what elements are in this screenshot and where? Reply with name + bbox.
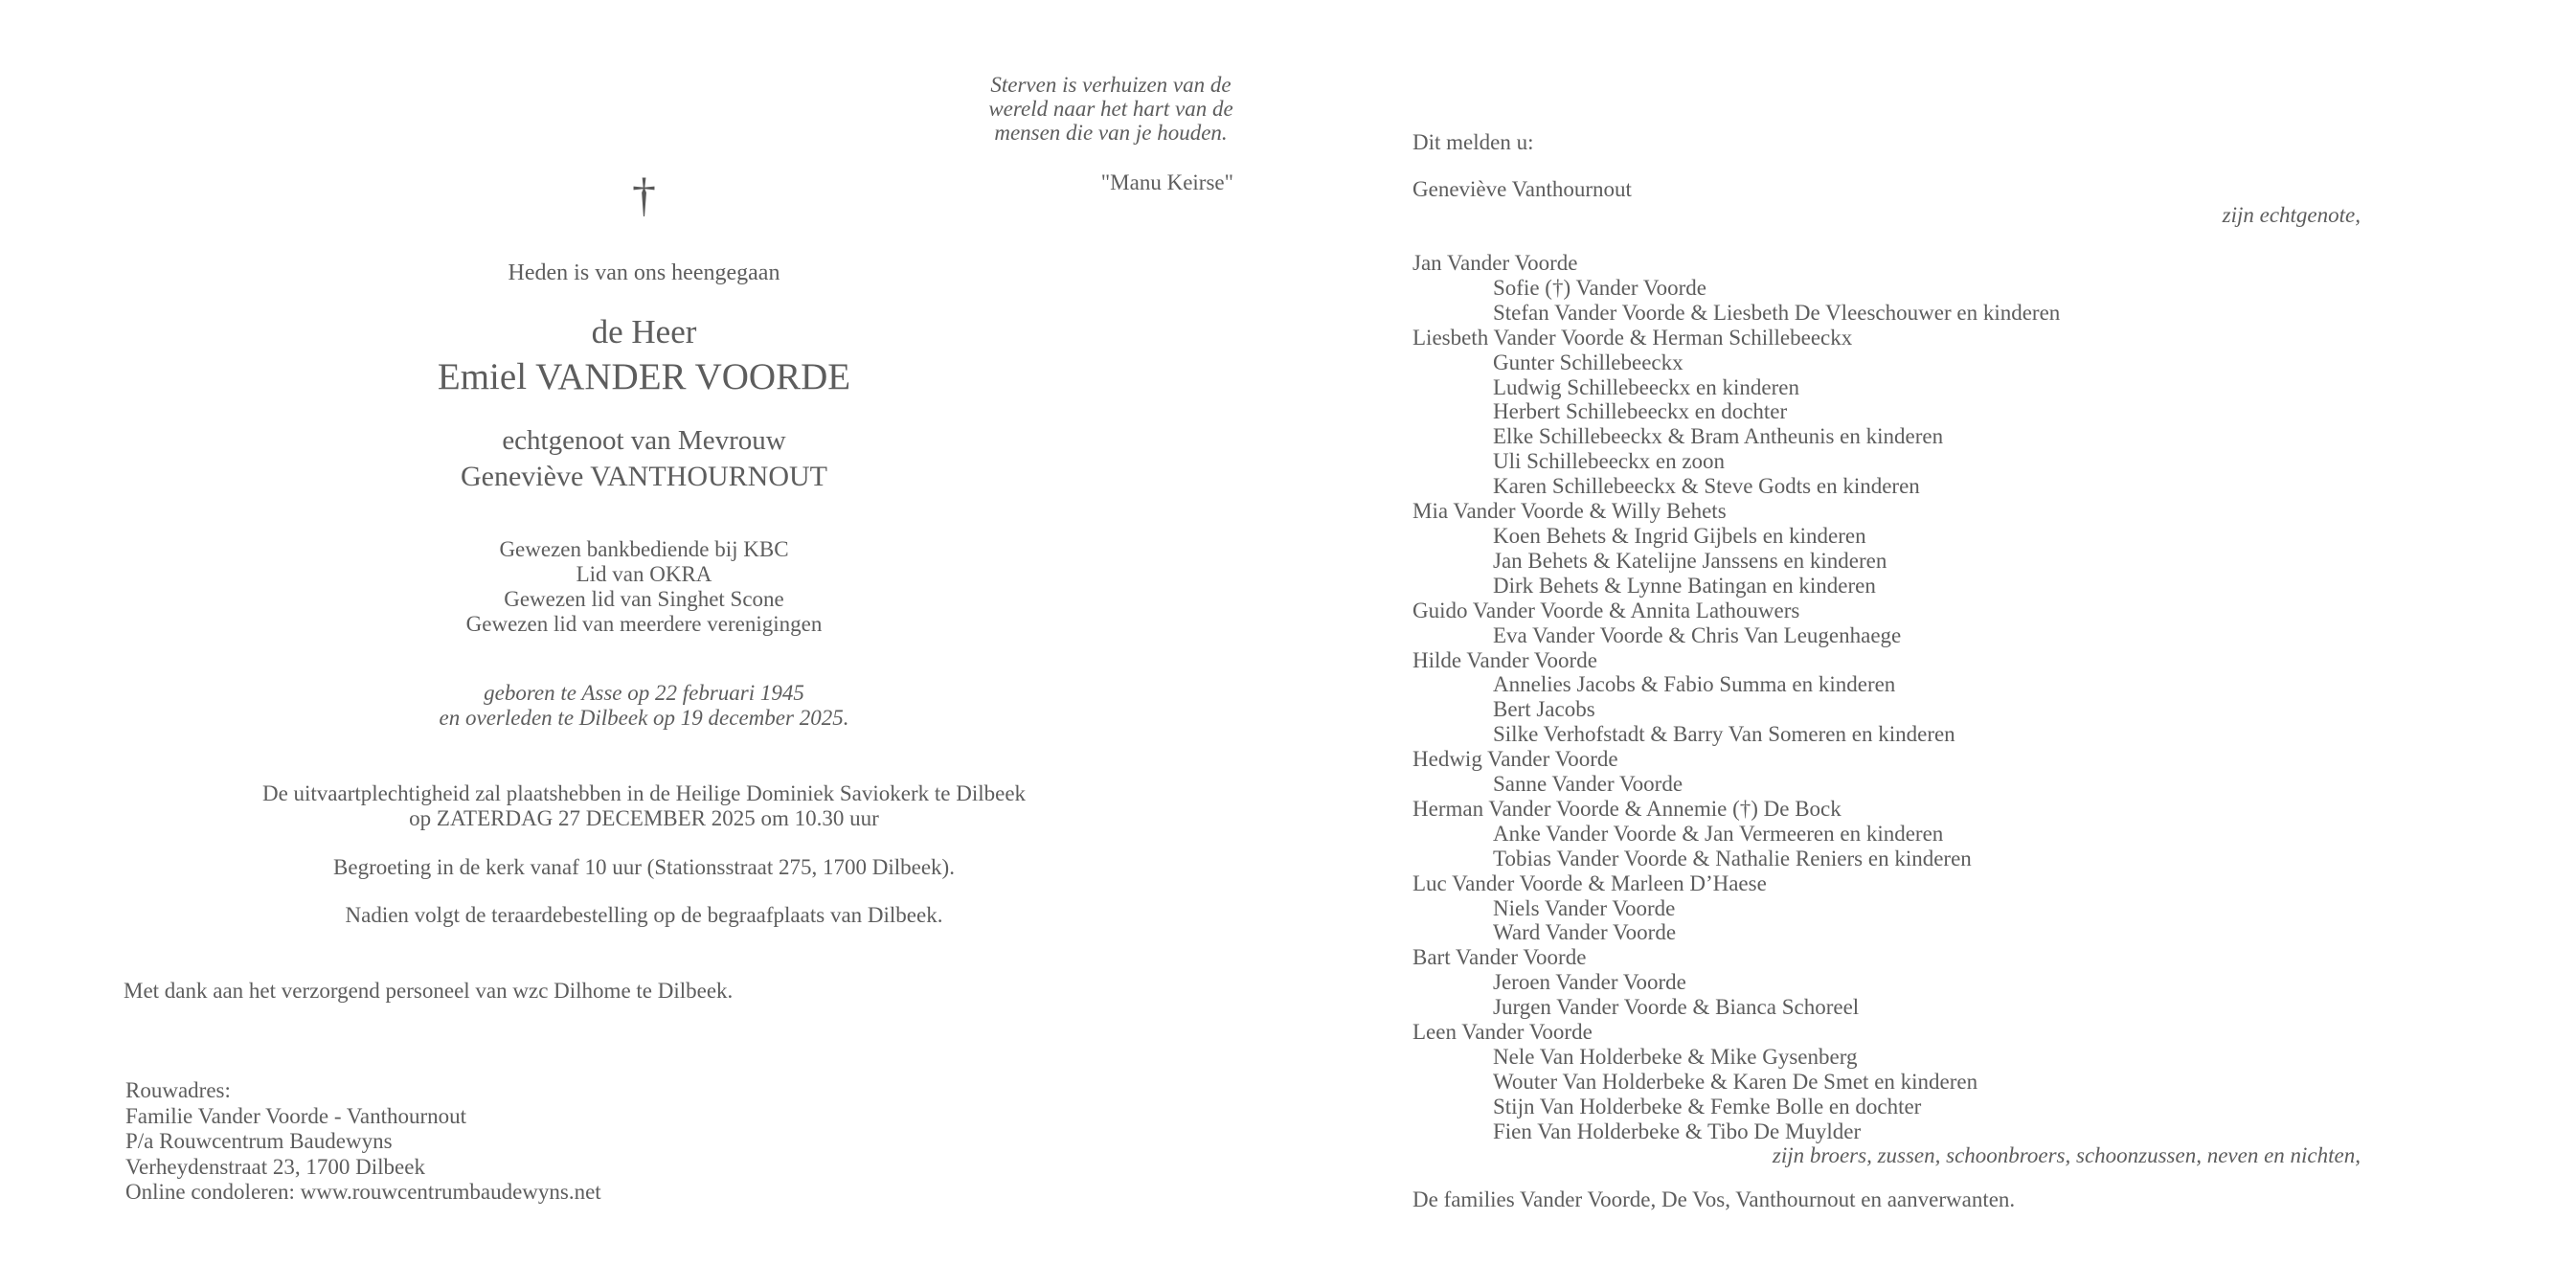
mourning-address-line: Verheydenstraat 23, 1700 Dilbeek (125, 1154, 425, 1179)
spouse-intro: echtgenoot van Mevrouw (502, 425, 786, 456)
families-line: De families Vander Voorde, De Vos, Vanthournout en aanverwanten. (1412, 1187, 2016, 1211)
service-line: De uitvaartplechtigheid zal plaatshebben in de Heilige Dominiek Saviokerk te Dilbeek (261, 781, 1027, 805)
family-member-line: Anke Vander Voorde & Jan Vermeeren en kinderen (1493, 821, 1944, 846)
mourning-address-label: Rouwadres: (125, 1078, 231, 1102)
family-member-line: Hilde Vander Voorde (1412, 647, 1597, 672)
family-member-line: Dirk Behets & Lynne Batingan en kinderen (1493, 573, 1876, 598)
family-member-line: Jan Vander Voorde (1412, 251, 1578, 275)
family-member-line: Koen Behets & Ingrid Gijbels en kinderen (1493, 523, 1866, 548)
announcement-label: Dit melden u: (1412, 130, 1534, 154)
family-member-line: Liesbeth Vander Voorde & Herman Schillebeeckx (1412, 325, 1853, 350)
family-member-line: Ludwig Schillebeeckx en kinderen (1493, 374, 1799, 399)
quote-lines (967, 73, 1254, 145)
family-member-line: Stefan Vander Voorde & Liesbeth De Vleeschouwer en kinderen (1493, 300, 2061, 325)
membership-line: Gewezen lid van meerdere verenigingen (465, 612, 823, 636)
mourning-address-line: P/a Rouwcentrum Baudewyns (125, 1129, 393, 1153)
family-member-line: Elke Schillebeeckx & Bram Antheunis en kinderen (1493, 424, 1944, 449)
spouse-name: Geneviève VANTHOURNOUT (461, 461, 827, 492)
thanks-line: Met dank aan het verzorgend personeel van wzc Dilhome te Dilbeek. (124, 979, 734, 1003)
mourning-address-line: Online condoleren: www.rouwcentrumbaudewyns.net (125, 1180, 601, 1204)
family-member-line: Karen Schillebeeckx & Steve Godts en kinderen (1493, 474, 1920, 499)
widow-relation: zijn echtgenote, (2222, 203, 2361, 227)
mourning-address-lines (125, 1104, 601, 1206)
deceased-name: Emiel VANDER VOORDE (437, 356, 851, 397)
family-member-line: Niels Vander Voorde (1493, 895, 1676, 920)
mourning-address (125, 1078, 601, 1206)
family-member-line: Wouter Van Holderbeke & Karen De Smet en kinderen (1493, 1069, 1978, 1094)
family-member-line: Herbert Schillebeeckx en dochter (1493, 399, 1788, 424)
family-member-line: Tobias Vander Voorde & Nathalie Reniers en kinderen (1493, 846, 1972, 870)
family-member-line: Bert Jacobs (1493, 697, 1595, 722)
family-relation: zijn broers, zussen, schoonbroers, schoonzussen, neven en nichten, (1772, 1143, 2361, 1167)
memberships (0, 537, 1288, 637)
life-date-line: geboren te Asse op 22 februari 1945 (484, 681, 804, 705)
family-member-line: Hedwig Vander Voorde (1412, 747, 1618, 772)
family-member-line: Stijn Van Holderbeke & Femke Bolle en dochter (1493, 1094, 1922, 1119)
family-member-line: Jan Behets & Katelijne Janssens en kinderen (1493, 548, 1887, 573)
membership-line: Gewezen bankbediende bij KBC (499, 537, 789, 561)
family-member-line: Gunter Schillebeeckx (1493, 350, 1683, 374)
family-member-line: Sofie (†) Vander Voorde (1493, 275, 1706, 300)
family-list (1412, 251, 2447, 1144)
burial-line: Nadien volgt de teraardebestelling op de begraafplaats van Dilbeek. (345, 903, 943, 927)
quote-attribution: "Manu Keirse" (1100, 170, 1233, 194)
family-member-line: Bart Vander Voorde (1412, 945, 1587, 970)
cross-icon: † (632, 168, 656, 221)
family-member-line: Eva Vander Voorde & Chris Van Leugenhaege (1493, 622, 1902, 647)
family-member-line: Silke Verhofstadt & Barry Van Someren en kinderen (1493, 722, 1955, 747)
quote-line: mensen die van je houden. (994, 121, 1228, 145)
membership-line: Gewezen lid van Singhet Scone (504, 587, 784, 611)
membership-line: Lid van OKRA (576, 562, 712, 586)
family-member-line: Mia Vander Voorde & Willy Behets (1412, 499, 1727, 524)
family-member-line: Jeroen Vander Voorde (1493, 970, 1686, 995)
family-member-line: Luc Vander Voorde & Marleen D’Haese (1412, 870, 1767, 895)
greeting-line: Begroeting in de kerk vanaf 10 uur (Stationsstraat 275, 1700 Dilbeek). (333, 855, 955, 879)
service-details (0, 781, 1288, 831)
family-member-line: Jurgen Vander Voorde & Bianca Schoreel (1493, 995, 1860, 1020)
quote-line: wereld naar het hart van de (988, 97, 1233, 121)
family-member-line: Leen Vander Voorde (1412, 1020, 1593, 1045)
family-member-line: Herman Vander Voorde & Annemie (†) De Bock (1412, 796, 1842, 821)
announcement-intro: Heden is van ons heengegaan (508, 260, 780, 285)
mourning-address-line: Familie Vander Voorde - Vanthournout (125, 1103, 467, 1128)
family-member-line: Fien Van Holderbeke & Tibo De Muylder (1493, 1119, 1862, 1143)
family-member-line: Sanne Vander Voorde (1493, 772, 1683, 797)
quote-line: Sterven is verhuizen van de (990, 73, 1232, 97)
family-member-line: Uli Schillebeeckx en zoon (1493, 449, 1726, 474)
service-line: op ZATERDAG 27 DECEMBER 2025 om 10.30 uur (409, 806, 879, 830)
widow-name: Geneviève Vanthournout (1412, 177, 1632, 201)
life-dates (0, 681, 1288, 731)
family-member-line: Guido Vander Voorde & Annita Lathouwers (1412, 598, 1800, 622)
honorific: de Heer (591, 313, 697, 350)
family-member-line: Nele Van Holderbeke & Mike Gysenberg (1493, 1045, 1858, 1069)
family-member-line: Annelies Jacobs & Fabio Summa en kinderen (1493, 672, 1896, 697)
family-member-line: Ward Vander Voorde (1493, 920, 1677, 945)
life-date-line: en overleden te Dilbeek op 19 december 2025. (439, 706, 849, 730)
